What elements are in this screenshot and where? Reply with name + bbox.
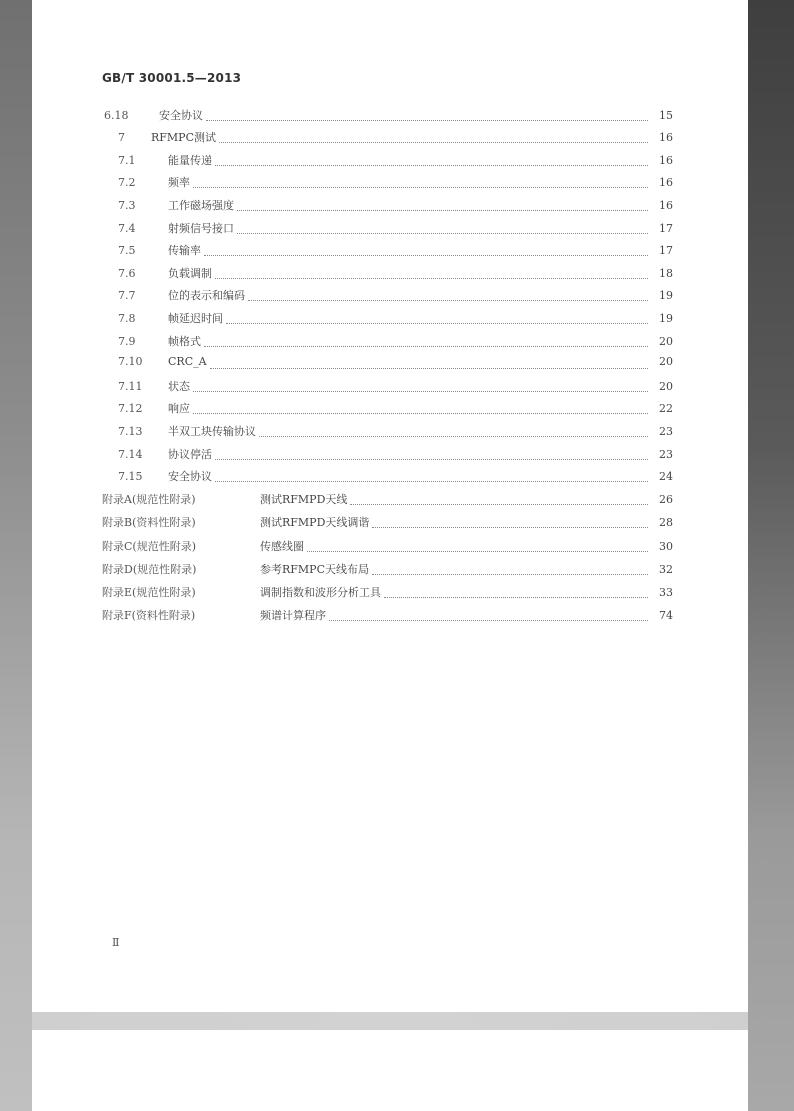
dot-leader <box>350 503 648 505</box>
toc-entry-title: 负载调制 <box>168 267 212 280</box>
toc-entry-title: 调制指数和波形分析工具 <box>260 586 381 599</box>
toc-entry-number: 7.6 <box>118 267 136 280</box>
dot-leader <box>226 322 648 324</box>
toc-entry-title: 状态 <box>168 380 190 393</box>
dot-leader <box>193 186 648 188</box>
toc-entry[interactable] <box>118 174 673 194</box>
toc-entry-title: 频率 <box>168 176 190 189</box>
dot-leader <box>204 254 648 256</box>
toc-entry[interactable] <box>118 423 673 443</box>
toc-entry-number: 7.5 <box>118 244 136 257</box>
toc-entry-page: 26 <box>659 493 673 506</box>
toc-entry-number: 附录B(资料性附录) <box>102 516 196 529</box>
toc-entry[interactable] <box>102 561 673 581</box>
toc-entry-number: 7.10 <box>118 355 143 368</box>
scan-backdrop-right <box>748 0 794 1111</box>
toc-entry[interactable] <box>118 310 673 330</box>
toc-entry-page: 20 <box>659 380 673 393</box>
toc-entry-title: 频谱计算程序 <box>260 609 326 622</box>
toc-entry-number: 6.18 <box>104 109 129 122</box>
toc-entry-page: 30 <box>659 540 673 553</box>
toc-entry-number: 7 <box>118 131 125 144</box>
toc-entry[interactable] <box>118 355 673 375</box>
toc-entry-page: 23 <box>659 425 673 438</box>
toc-entry-page: 17 <box>659 222 673 235</box>
toc-entry-title: 能量传递 <box>168 154 212 167</box>
toc-entry-number: 7.7 <box>118 289 136 302</box>
toc-entry-number: 7.4 <box>118 222 136 235</box>
toc-entry-number: 附录F(资料性附录) <box>102 609 196 622</box>
toc-entry-number: 7.11 <box>118 380 143 393</box>
toc-entry-title: 参考RFMPC天线布局 <box>260 563 369 576</box>
toc-entry-title: 帧延迟时间 <box>168 312 223 325</box>
toc-entry[interactable] <box>118 333 673 353</box>
toc-entry-page: 16 <box>659 131 673 144</box>
dot-leader <box>210 367 648 369</box>
toc-entry[interactable] <box>104 107 673 127</box>
toc-entry-page: 20 <box>659 335 673 348</box>
toc-entry[interactable] <box>118 220 673 240</box>
toc-entry-number: 附录E(规范性附录) <box>102 586 196 599</box>
toc-entry[interactable] <box>118 468 673 488</box>
toc-entry-title: 响应 <box>168 402 190 415</box>
toc-entry-page: 16 <box>659 176 673 189</box>
toc-entry-page: 19 <box>659 289 673 302</box>
toc-entry-page: 74 <box>659 609 673 622</box>
toc-entry-number: 7.15 <box>118 470 143 483</box>
toc-entry-number: 附录C(规范性附录) <box>102 540 196 553</box>
toc-entry[interactable] <box>118 197 673 217</box>
dot-leader <box>215 480 648 482</box>
toc-entry[interactable] <box>102 584 673 604</box>
toc-entry-page: 32 <box>659 563 673 576</box>
toc-entry-title: 帧格式 <box>168 335 201 348</box>
toc-entry-number: 7.8 <box>118 312 136 325</box>
dot-leader <box>215 458 648 460</box>
dot-leader <box>259 435 648 437</box>
dot-leader <box>237 232 648 234</box>
toc-entry-page: 17 <box>659 244 673 257</box>
toc-entry-page: 33 <box>659 586 673 599</box>
toc-entry-number: 7.2 <box>118 176 136 189</box>
toc-entry[interactable] <box>118 400 673 420</box>
document-header: GB/T 30001.5—2013 <box>102 71 242 85</box>
dot-leader <box>329 619 648 621</box>
toc-entry-title: 位的表示和编码 <box>168 289 245 302</box>
toc-entry[interactable] <box>118 265 673 285</box>
page-number-footer: Ⅱ <box>112 936 120 949</box>
toc-entry-title: CRC_A <box>168 355 207 368</box>
toc-entry-page: 16 <box>659 154 673 167</box>
toc-entry-number: 7.3 <box>118 199 136 212</box>
dot-leader <box>307 550 648 552</box>
dot-leader <box>204 345 648 347</box>
toc-entry-title: 协议停活 <box>168 448 212 461</box>
dot-leader <box>372 573 648 575</box>
toc-entry-number: 附录A(规范性附录) <box>102 493 196 506</box>
toc-entry[interactable] <box>118 129 673 149</box>
toc-entry-title: 测试RFMPD天线调谐 <box>260 516 370 529</box>
toc-entry-title: 射频信号接口 <box>168 222 234 235</box>
toc-entry-number: 附录D(规范性附录) <box>102 563 197 576</box>
toc-entry-number: 7.14 <box>118 448 143 461</box>
next-document-page <box>32 1030 748 1111</box>
toc-entry-page: 20 <box>659 355 673 368</box>
toc-entry[interactable] <box>118 287 673 307</box>
toc-entry[interactable] <box>102 491 673 511</box>
toc-entry-number: 7.13 <box>118 425 143 438</box>
toc-entry-title: 安全协议 <box>168 470 212 483</box>
toc-entry-number: 7.12 <box>118 402 143 415</box>
toc-entry-title: 传输率 <box>168 244 201 257</box>
toc-entry-title: 工作磁场强度 <box>168 199 234 212</box>
toc-entry-page: 24 <box>659 470 673 483</box>
toc-entry-page: 23 <box>659 448 673 461</box>
toc-entry-title: 安全协议 <box>159 109 203 122</box>
toc-entry[interactable] <box>118 378 673 398</box>
toc-entry[interactable] <box>102 607 673 627</box>
toc-entry[interactable] <box>102 538 673 558</box>
dot-leader <box>215 164 648 166</box>
toc-entry-title: 半双工块传输协议 <box>168 425 256 438</box>
dot-leader <box>237 209 648 211</box>
dot-leader <box>219 141 648 143</box>
toc-entry-title: 测试RFMPD天线 <box>260 493 348 506</box>
toc-entry-page: 28 <box>659 516 673 529</box>
dot-leader <box>384 596 648 598</box>
toc-entry-page: 22 <box>659 402 673 415</box>
toc-entry[interactable] <box>118 152 673 172</box>
scan-backdrop-left <box>0 0 32 1111</box>
toc-entry-page: 19 <box>659 312 673 325</box>
document-page <box>32 0 748 1012</box>
toc-entry-number: 7.1 <box>118 154 136 167</box>
toc-entry[interactable] <box>118 242 673 262</box>
dot-leader <box>215 277 648 279</box>
dot-leader <box>193 412 648 414</box>
dot-leader <box>206 119 648 121</box>
toc-entry-page: 18 <box>659 267 673 280</box>
toc-entry-number: 7.9 <box>118 335 136 348</box>
toc-entry-title: RFMPC测试 <box>151 131 216 144</box>
toc-entry-page: 15 <box>659 109 673 122</box>
dot-leader <box>248 299 648 301</box>
dot-leader <box>372 526 648 528</box>
toc-entry-page: 16 <box>659 199 673 212</box>
dot-leader <box>193 390 648 392</box>
toc-entry[interactable] <box>118 446 673 466</box>
toc-entry[interactable] <box>102 514 673 534</box>
toc-entry-title: 传感线圈 <box>260 540 304 553</box>
